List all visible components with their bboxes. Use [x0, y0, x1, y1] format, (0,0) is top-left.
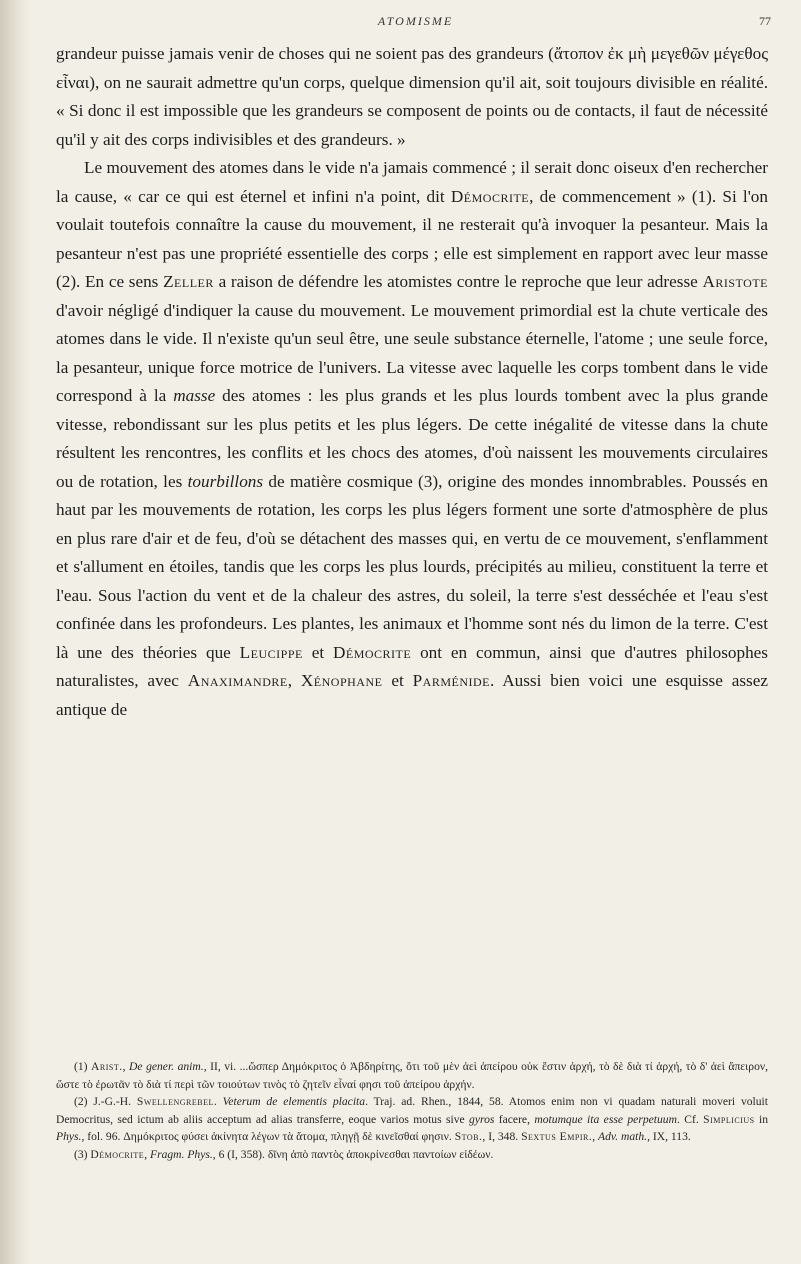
author-parmenide: Parménide	[412, 671, 490, 690]
fn2-text-i: ,	[592, 1130, 599, 1144]
p2-text-8: ont en commun, ainsi que d'autres philosophes naturalistes, avec	[56, 642, 768, 690]
fn1-title: De gener. anim.	[129, 1060, 204, 1073]
main-text	[56, 40, 768, 724]
author-leucippe: Leucippe	[239, 642, 303, 662]
running-title: ATOMISME	[377, 14, 454, 28]
author-anaximandre: Anaximandre	[187, 671, 288, 690]
footnotes	[56, 1058, 768, 1164]
p2-text-10: et	[382, 671, 413, 690]
p2-text-4: d'avoir négligé d'indiquer la cause du mouvement. Le mouvement primordial est la chute verticale des atomes dans le vide. Il n'existe qu'un seul être, une seule substance éternelle, l'atome ; une seule force, la pesanteur, unique force motrice de l'univers. La vitesse avec laquelle les corps tombent dans le vide correspond à la	[56, 300, 768, 405]
fn1-text-a: (1)	[74, 1060, 92, 1073]
fn2-title: Veterum de elementis placita	[222, 1095, 366, 1109]
fn2-stob: Stob.	[454, 1130, 483, 1144]
fn1-text-b: ,	[122, 1060, 130, 1073]
page-spine-shadow	[0, 0, 30, 1264]
author-democrite-2: Démocrite	[332, 642, 412, 662]
fn3-text-c: , 6 (I, 358). δῖνη ἀπὸ παντὸς ἀποκρίνεσθαι παντοίων εἰδέων.	[212, 1147, 494, 1161]
paragraph-1	[56, 40, 768, 154]
author-aristote: Aristote	[702, 272, 768, 291]
fn2-author: Swellengrebel	[136, 1095, 214, 1109]
fn2-adv: Adv. math.	[598, 1130, 648, 1144]
fn2-text-c: . Traj. ad. Rhen., 1844, 58. Atomos enim non vi quadam naturali moveri voluit Democritus, sed ictum ab aliis acceptum ad alias transferre, eoque varios motus sive	[56, 1095, 768, 1126]
footnote-1	[56, 1058, 768, 1093]
fn3-title: Fragm. Phys.	[149, 1147, 213, 1161]
paragraph-1-text: grandeur puisse jamais venir de choses qui ne soient pas des grandeurs (ἄτοπον ἐκ μὴ μεγεθῶν μέγεθος εἶναι), on ne saurait admettre qu'un corps, quelque dimension qu'il ait, soit toujours divisible en réalité. « Si donc il est impossible que les grandeurs se composent de points ou de contacts, il faut de nécessité qu'il y ait des corps indivisibles et des grandeurs. »	[56, 44, 768, 149]
p2-text-1: Le mouvement des atomes dans le vide n'a jamais commencé ; il serait donc oiseux d'en rechercher la cause, « car ce qui est éternel et infini n'a point, dit	[56, 158, 768, 206]
fn2-text-g: , fol. 96. Δημόκριτος φύσει ἀκίνητα λέγων τὰ ἄτομα, πληγῇ δὲ κινεῖσθαί φησιν.	[81, 1130, 455, 1144]
author-xenophane: Xénophane	[300, 671, 383, 690]
fn1-author: Arist.	[91, 1060, 123, 1073]
fn2-motum: motumque ita esse perpetuum	[534, 1112, 677, 1126]
author-zeller: Zeller	[163, 272, 214, 291]
paragraph-2	[56, 154, 768, 724]
fn2-phys: Phys.	[56, 1130, 82, 1144]
p2-text-7: et	[302, 642, 333, 662]
term-masse: masse	[173, 386, 216, 405]
p2-text-2: , de commencement » (1). Si l'on voulait toutefois connaître la cause du mouvement, il ne resterait qu'à invoquer la pesanteur. Mais la pesanteur n'est pas une propriété essentielle des corps ; elle est simplement en rapport avec leur masse (2). En ce sens	[56, 186, 768, 291]
fn2-text-e: . Cf.	[676, 1112, 704, 1126]
fn3-author: Démocrite	[90, 1147, 145, 1161]
footnote-2	[56, 1093, 768, 1146]
fn2-text-a: (2) J.-G.-H.	[74, 1095, 137, 1109]
fn3-text-b: ,	[144, 1147, 150, 1161]
running-head	[60, 14, 771, 36]
fn2-text-h: , I, 348.	[482, 1130, 522, 1144]
fn2-text-j: , IX, 113.	[647, 1130, 691, 1144]
fn1-text-c: , II, vi. ...ὥσπερ Δημόκριτος ὁ Ἀβδηρίτης, ὅτι τοῦ μὲν ἀεὶ ἀπείρου οὐκ ἔστιν ἀρχή, τὸ δὲ διὰ τί ἀρχή, τὸ δ' ἀεὶ ἄπειρον, ὥστε τὸ ἐρωτᾶν τὸ διὰ τί περὶ τῶν τοιούτων τινὸς τὸ ζητεῖν εἶναί φησι τοῦ ἀπείρου ἀρχήν.	[56, 1060, 769, 1091]
fn2-text-b: .	[213, 1095, 223, 1109]
fn2-simplicius: Simplicius	[703, 1112, 755, 1126]
p2-text-5: des atomes : les plus grands et les plus lourds tombent avec la plus grande vitesse, rebondissant sur les plus petits et les plus légers. De cette inégalité de vitesse dans la chute résultent les rencontres, les conflits et les chocs des atomes, d'où naissent les mouvements circulaires ou de rotation, les	[56, 386, 768, 491]
footnote-3	[56, 1146, 768, 1164]
p2-text-11: . Aussi bien voici une esquisse assez antique de	[56, 671, 768, 719]
fn2-gyros: gyros	[469, 1112, 495, 1126]
p2-text-9: ,	[287, 671, 301, 690]
fn2-text-d: facere,	[494, 1112, 535, 1126]
p2-text-3: a raison de défendre les atomistes contre le reproche que leur adresse	[213, 272, 703, 291]
fn2-text-f: in	[754, 1112, 768, 1126]
p2-text-6: de matière cosmique (3), origine des mondes innombrables. Poussés en haut par les mouvements de rotation, les corps les plus légers forment une sorte d'atmosphère de plus en plus rare d'air et de feu, d'où se détachent des masses qui, en vertu de ce mouvement, s'enflamment et s'allument en étoiles, tandis que les corps les plus lourds, précipités au milieu, constituent la terre et l'eau. Sous l'action du vent et de la chaleur des astres, du soleil, la terre s'est desséchée et l'eau s'est confinée dans les profondeurs. Les plantes, les animaux et l'homme sont nés du limon de la terre. C'est là une des théories que	[56, 471, 769, 662]
author-democrite: Démocrite	[450, 186, 530, 206]
page-number: 77	[759, 14, 771, 28]
fn3-text-a: (3)	[74, 1147, 91, 1161]
term-tourbillons: tourbillons	[187, 471, 264, 491]
fn2-sextus: Sextus Empir.	[521, 1130, 593, 1144]
